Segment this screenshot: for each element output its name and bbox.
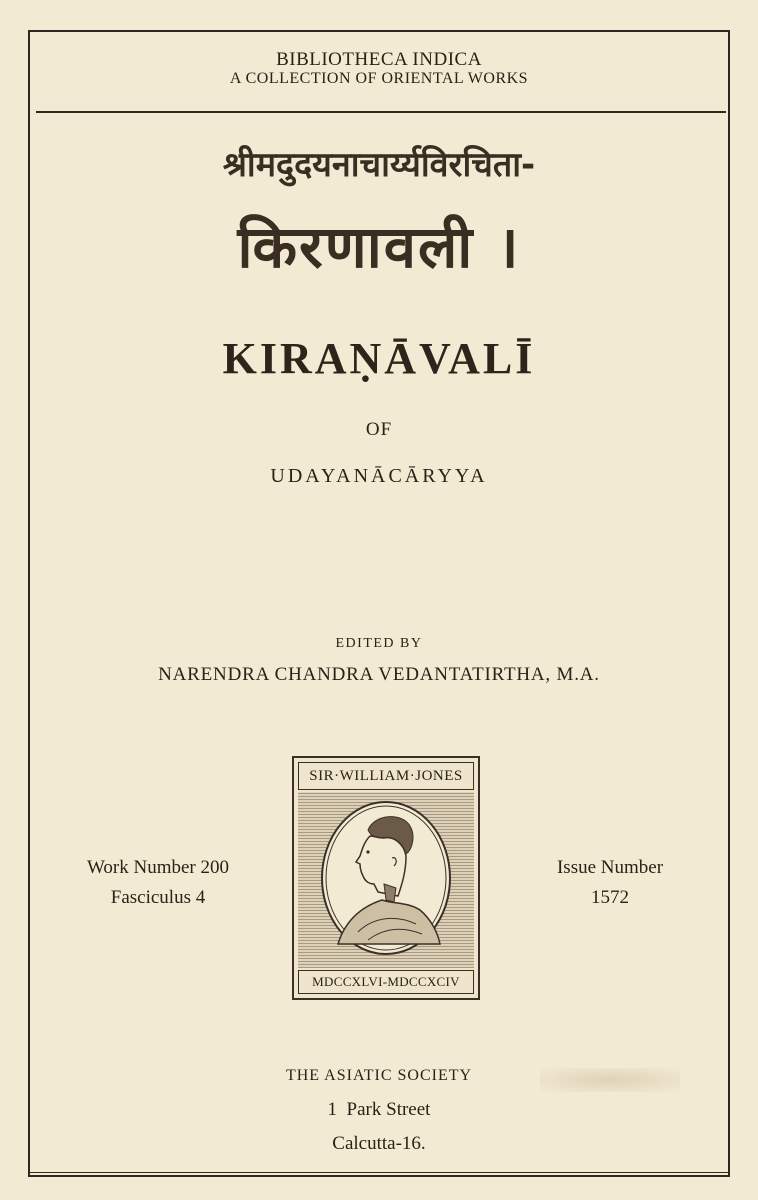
editor-name: NARENDRA CHANDRA VEDANTATIRTHA, M.A. (158, 664, 600, 685)
author-name: UDAYANĀCĀRYYA (270, 465, 488, 487)
medallion-field (298, 792, 474, 968)
sanskrit-title: किरणावली । (237, 213, 521, 281)
page-border (28, 30, 730, 1177)
work-info (58, 853, 258, 913)
work-number: Work Number 200 (87, 857, 229, 878)
series-subtitle: A COLLECTION OF ORIENTAL WORKS (229, 70, 529, 87)
sir-william-jones-medallion (292, 756, 480, 1000)
edited-by-label: EDITED BY (335, 636, 423, 651)
issue-label: Issue Number (556, 857, 664, 878)
publisher-city: Calcutta-16. (332, 1133, 426, 1154)
title-of: OF (365, 419, 393, 440)
publisher-name: THE ASIATIC SOCIETY (285, 1067, 473, 1084)
footer-divider (28, 1172, 730, 1173)
issue-info (510, 853, 710, 913)
medallion-dates: MDCCXLVI-MDCCXCIV (298, 970, 474, 994)
portrait-icon (298, 792, 474, 964)
publisher-address: 1 Park Street (327, 1099, 431, 1120)
sanskrit-line-1: श्रीमदुदयनाचार्य्यविरचिता- (222, 145, 536, 185)
issue-number: 1572 (591, 887, 629, 908)
book-title: KIRAṆĀVALĪ (222, 334, 536, 383)
series-title: BIBLIOTHECA INDICA (276, 49, 482, 70)
header-divider (36, 111, 726, 113)
fasciculus: Fasciculus 4 (110, 887, 206, 908)
medallion-name: SIR·WILLIAM·JONES (298, 762, 474, 790)
